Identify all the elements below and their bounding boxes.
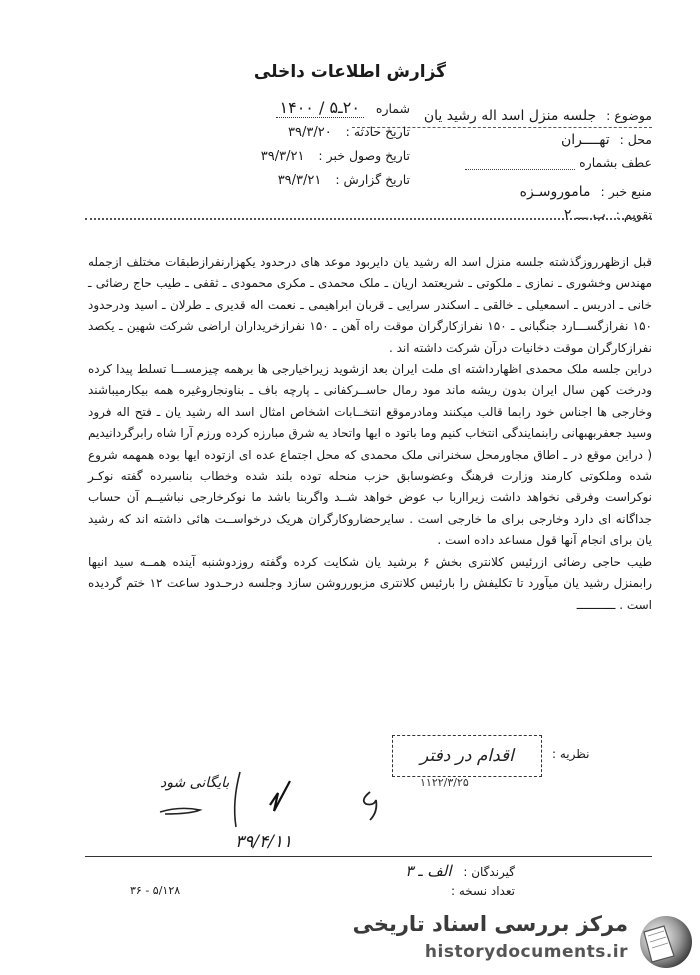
- watermark-logo: [352, 908, 700, 975]
- copies-label: تعداد نسخه :: [450, 884, 515, 898]
- document-archive-icon: [636, 914, 692, 970]
- subject-label: موضوع :: [606, 108, 652, 123]
- watermark-site: historydocuments.ir: [424, 942, 628, 962]
- subject-value: جلسه منزل اسد اله رشید یان: [423, 108, 597, 124]
- report-date-value: ۳۹/۳/۲۱: [277, 173, 322, 188]
- rating-value: ب ـــ ۲: [563, 207, 606, 223]
- received-date-label: تاریخ وصول خبر :: [318, 148, 410, 163]
- reference-dotted-line: [465, 157, 575, 170]
- incident-date-value: ۳۹/۳/۲۰: [288, 125, 332, 140]
- signature-bracket-stroke: [235, 772, 240, 827]
- number-value: ۲۰ـ۵ / ۱۴۰۰: [276, 98, 364, 118]
- rating-label: تقویم :: [615, 207, 652, 222]
- received-date-value: ۳۹/۳/۲۱: [260, 149, 305, 164]
- signature-underline-stroke: [160, 808, 200, 814]
- opinion-stamp-number: ۱۱۲۲/۳/۲۵: [420, 776, 469, 789]
- number-row: [160, 96, 410, 120]
- place-value: تهــــران: [560, 132, 610, 148]
- document-title: گزارش اطلاعات داخلی: [253, 62, 447, 82]
- report-date-label: تاریخ گزارش :: [335, 172, 410, 187]
- reference-label: عطف بشماره: [579, 155, 652, 170]
- form-code: ۵/۱۲۸ - ۳۶: [130, 884, 181, 897]
- source-value: ماموروسـزه: [519, 184, 591, 200]
- watermark-name: مرکز بررسی اسناد تاریخی: [352, 912, 628, 936]
- recipients-value: الف ـ ۳: [405, 862, 452, 880]
- opinion-label: نظریه :: [552, 747, 590, 761]
- opinion-stamp: اقدام در دفتر: [392, 735, 542, 777]
- footer-separator: [85, 856, 652, 857]
- place-label: محل :: [619, 132, 652, 147]
- report-body: [88, 252, 652, 616]
- handwritten-date: ۳۹/۴/۱۱: [235, 832, 293, 852]
- recipients-row: [405, 862, 515, 880]
- body-paragraph-1: قبل ازظهرروزگذشته جلسه منزل اسد اله رشید یان دایربود موعد های درحدود یکهزارنفرازطبقات مختلف ازجمله مهندس وخشوری ـ نمازی ـ ملکوتی ـ شریعتمد اریان ـ ملک محمدی ـ مکری محمودی ـ ثقفی ـ طیب حاج رضائی ـ خانی ـ ادریس ـ اسمعیلی ـ خالقی ـ اسکندر سرایی ـ قربان ابراهیمی ـ نعمت اله قدیری ـ طرلان ـ اسید ودرحدود ۱۵۰ نفرازگســـارد جنگبانی ـ ۱۵۰ نفرازکارگران موقت راه آهن ـ ۱۵۰ نفرازخریداران اراضی شرکت شهین ـ یکصد نفرازکارگران موقت دخانیات درآن شرکت داشته اند .: [88, 255, 652, 355]
- body-paragraph-3: طیب حاجی رضائی ازرئیس کلانتری بخش ۶ برشید یان شکایت کرده وگفته روزدوشنبه آینده همــه سید انیها رابمنزل رشید یان میآورد تا تکلیفش را بارئیس کلانتری مزبورروشن سازد وجلسه درحـدود ساعت ۱۲ ختم گردیده است . ـــــــــــ: [88, 554, 652, 612]
- signature-scribble-2: [364, 792, 377, 820]
- header-separator: [85, 218, 652, 220]
- body-paragraph-2: دراین جلسه ملک محمدی اظهارداشته ای ملت ایران بعد ازشوید زیراخیارجی ها برهمه چیزمســـا تسلط پیدا کرده ودرخت کهن سال ایران بدون ریشه ماند مود رمال حاســرکفانی ـ پارچه باف ـ بناونجاروغیره همه بیکارمیباشند وخارجی ها اجناس خود رابما قالب میکنند ومادرموقع انتخــابات اشخاص امثال اسد اله رشید یان ـ فتح اله فرود وسید جعفربهبهانی رابنمایندگی انتخاب کنیم وما باتود ه ایها واتحاد یه شرق مبارزه کرده ورزم آرا شاه رابرگردانیدیم ( دراین موقع در ـ اطاق مجاورمحل سخنرانی ملک محمدی که محل اجتماع عده ای ازتوده ایها بوده همهمه شروع شده وملکوتی کارمند وزارت فرهنگ وعضوسابق حزب منحله توده بلند شده وخطاب بناسبرده گفته نوکـر نوکراست وفرقی نخواهد داشت زیرااربا ب عوض خواهد شــد واگربنا باشد ما نوکرخارجی نباشیــم آن حساب جداگانه ای دارد وخارجی برای ما خارجی است . سایرحضاروکارگران هریک درخواســت هائی داشته اند که رشید یان برای انجام آنها قول مساعد داده است .: [88, 362, 652, 548]
- handwritten-note: بایگانی شود: [160, 775, 230, 791]
- rating-row: [352, 203, 652, 226]
- incident-date-row: [160, 120, 410, 144]
- report-date-row: [160, 168, 410, 192]
- recipients-label: گیرندگان :: [463, 865, 515, 879]
- number-label: شماره: [375, 101, 410, 116]
- incident-date-label: تاریخ حادثه :: [345, 124, 410, 139]
- source-label: منبع خبر :: [600, 184, 652, 199]
- header-left-block: [160, 96, 410, 192]
- received-date-row: [160, 144, 410, 168]
- signature-scribble-1: [270, 781, 290, 811]
